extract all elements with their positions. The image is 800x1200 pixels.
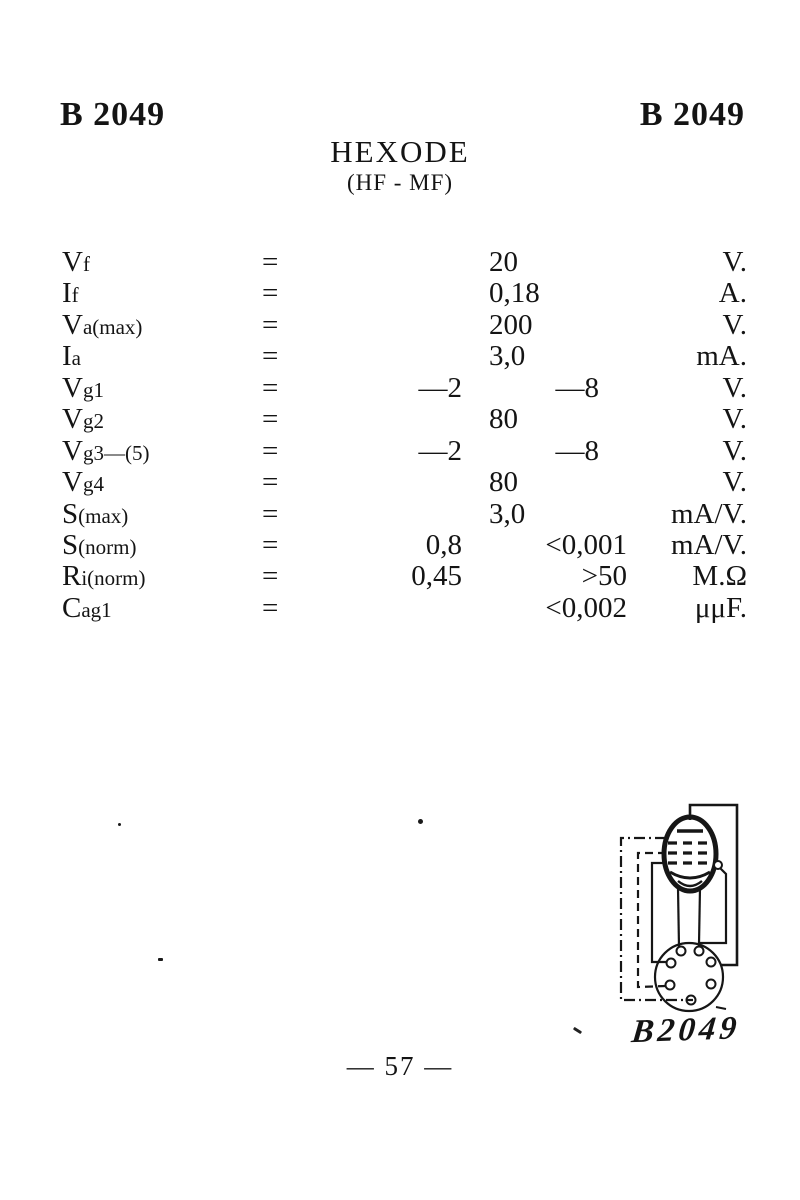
scan-speck (418, 819, 423, 824)
spec-symbol: S(norm) (62, 528, 137, 561)
spec-symbol: Vg1 (62, 371, 104, 404)
spec-unit: V. (722, 371, 747, 404)
pin-circle (667, 959, 676, 968)
spec-row-ri-norm (62, 561, 747, 592)
spec-symbol: Cag1 (62, 591, 112, 624)
spec-value-2: 0,18 (489, 277, 540, 310)
spec-row-vg3-5 (62, 436, 747, 467)
spec-value-2: 80 (489, 403, 518, 436)
spec-row-vg1 (62, 373, 747, 404)
cathode-arc (670, 872, 710, 878)
spec-row-vg2 (62, 404, 747, 435)
spec-symbol: If (62, 277, 79, 310)
spec-value-1: —2 (418, 371, 462, 404)
spec-unit: V. (722, 246, 747, 278)
spec-unit: A. (718, 277, 747, 310)
spec-row-s-norm (62, 530, 747, 561)
spec-unit: V. (722, 434, 747, 467)
spec-unit: V. (722, 466, 747, 499)
spec-value-2: 3,0 (489, 497, 526, 530)
equals-sign: = (262, 434, 279, 467)
equals-sign: = (262, 371, 279, 404)
page-subtitle: (HF - MF) (346, 170, 454, 195)
filament-wire (699, 888, 700, 944)
scan-speck (158, 958, 163, 961)
spec-value-1: 0,8 (425, 528, 462, 561)
scan-speck (118, 823, 121, 826)
pin-circle (707, 980, 716, 989)
equals-sign: = (262, 560, 279, 593)
pin-circle (677, 947, 686, 956)
filament-arc (678, 881, 702, 886)
spec-value-2: 3,0 (489, 340, 526, 373)
equals-sign: = (262, 308, 279, 341)
cathode-wire (678, 888, 679, 947)
spec-symbol: Ia (62, 340, 81, 373)
spec-unit: V. (722, 403, 747, 436)
spec-value-2: <0,002 (545, 591, 627, 624)
handwritten-tube-code: B2049 (629, 1010, 743, 1051)
spec-value-2: —8 (555, 434, 599, 467)
spec-symbol: S(max) (62, 497, 129, 530)
equals-sign: = (262, 246, 279, 278)
spec-row-va-max (62, 310, 747, 341)
spec-unit: V. (722, 308, 747, 341)
spec-value-2: 200 (489, 308, 533, 341)
spec-unit: mA/V. (670, 528, 747, 561)
spec-symbol: Vg2 (62, 403, 104, 436)
spec-unit: mA. (696, 340, 747, 373)
spec-symbol: Vf (62, 246, 90, 278)
spec-value-2: —8 (555, 371, 599, 404)
pin-circle (695, 947, 704, 956)
spec-row-if (62, 278, 747, 309)
equals-sign: = (262, 340, 279, 373)
equals-sign: = (262, 466, 279, 499)
pin-circle (707, 958, 716, 967)
spec-symbol: Ri(norm) (62, 560, 146, 593)
spec-table (62, 247, 747, 624)
equals-sign: = (262, 277, 279, 310)
equals-sign: = (262, 497, 279, 530)
spec-value-2: >50 (581, 560, 627, 593)
spec-row-vg4 (62, 467, 747, 498)
equals-sign: = (262, 528, 279, 561)
spec-unit: μμF. (694, 591, 747, 624)
spec-row-vf (62, 247, 747, 278)
spec-symbol: Vg4 (62, 466, 104, 499)
spec-value-2: <0,001 (545, 528, 627, 561)
spec-value-1: —2 (418, 434, 462, 467)
tube-code-right: B 2049 (639, 96, 745, 133)
spec-unit: M.Ω (692, 560, 747, 593)
spec-value-2: 80 (489, 466, 518, 499)
equals-sign: = (262, 591, 279, 624)
spec-value-2: 20 (489, 246, 518, 278)
pin-circle (666, 981, 675, 990)
equals-sign: = (262, 403, 279, 436)
spec-row-cag1 (62, 593, 747, 624)
page-number: — 57 — (346, 1051, 454, 1081)
side-pin (714, 861, 722, 869)
spec-row-ia (62, 341, 747, 372)
spec-symbol: Vg3—(5) (62, 434, 150, 467)
spec-row-s-max (62, 499, 747, 530)
spec-symbol: Va(max) (62, 308, 143, 341)
side-pin-wire (699, 868, 726, 947)
spec-value-1: 0,45 (411, 560, 462, 593)
spec-unit: mA/V. (670, 497, 747, 530)
grid-wire-inner (652, 863, 667, 962)
scan-dash-mark (716, 1007, 726, 1009)
tube-code-left: B 2049 (60, 96, 166, 133)
scan-speck (573, 1027, 582, 1034)
page-title: HEXODE (330, 134, 470, 169)
